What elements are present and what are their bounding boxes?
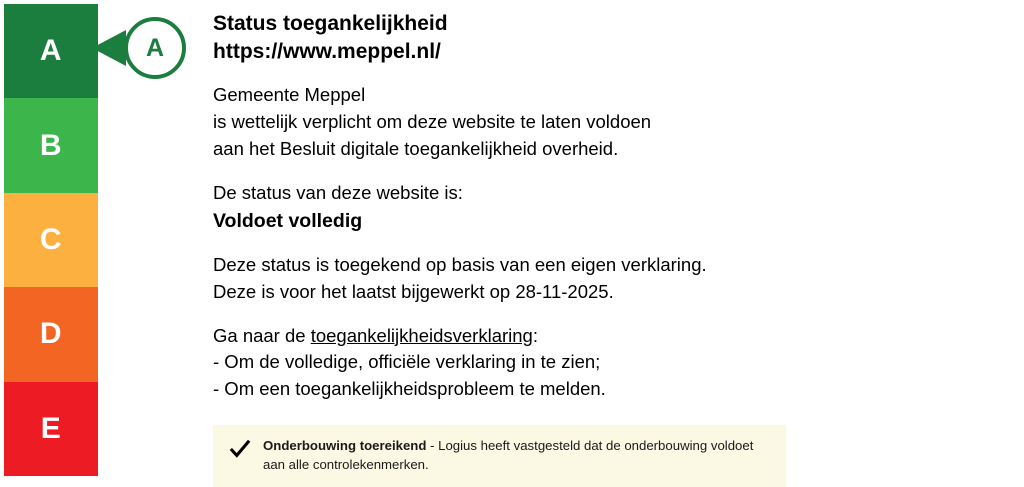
substantiation-note-text — [263, 437, 772, 474]
site-url: https://www.meppel.nl/ — [213, 39, 441, 63]
declaration-bullet-2: - Om een toegankelijkheidsprobleem te melden. — [213, 378, 606, 400]
basis-paragraph — [213, 252, 1003, 306]
status-paragraph — [213, 180, 1003, 235]
intro-line-1: Gemeente Meppel — [213, 84, 366, 106]
declaration-link-suffix: : — [532, 324, 538, 346]
ladder-rung-d-label: D — [39, 317, 63, 351]
substantiation-note — [213, 425, 786, 487]
intro-line-3: aan het Besluit digitale toegankelijkheid overheid. — [213, 138, 619, 160]
page-title-text: Status toegankelijkheid — [213, 12, 448, 35]
ladder-rung-c — [4, 193, 98, 287]
ladder-rung-d — [4, 287, 98, 381]
ladder-rung-a-label: A — [39, 34, 63, 68]
basis-line-2: Deze is voor het laatst bijgewerkt op 28-11-2025. — [213, 280, 614, 302]
status-badge — [124, 17, 186, 79]
check-icon — [229, 438, 251, 460]
ladder-rung-e — [4, 382, 98, 476]
status-label: De status van deze website is: — [213, 181, 463, 203]
ladder-rung-a — [4, 4, 98, 98]
status-ladder — [4, 4, 98, 476]
status-value: Voldoet volledig — [213, 209, 363, 232]
declaration-link-prefix: Ga naar de — [213, 324, 311, 346]
ladder-rung-c-label: C — [39, 223, 63, 257]
substantiation-note-body: - Logius heeft vastgesteld dat de onderbouwing voldoet aan alle controlekenmerken. — [263, 438, 754, 472]
page-title — [213, 10, 1003, 65]
declaration-paragraph — [213, 323, 1003, 403]
current-status-pointer — [92, 10, 192, 88]
intro-line-2: is wettelijk verplicht om deze website te laten voldoen — [213, 111, 652, 133]
status-badge-label: A — [145, 33, 165, 62]
pointer-arrow-icon — [92, 30, 126, 66]
ladder-rung-b — [4, 98, 98, 192]
ladder-rung-b-label: B — [39, 128, 63, 162]
intro-paragraph — [213, 82, 1003, 162]
ladder-rung-e-label: E — [40, 411, 62, 445]
substantiation-note-title: Onderbouwing toereikend — [263, 438, 427, 454]
declaration-bullet-1: - Om de volledige, officiële verklaring in te zien; — [213, 351, 601, 373]
accessibility-declaration-link[interactable]: toegankelijkheidsverklaring — [310, 324, 533, 346]
status-content — [213, 10, 1003, 487]
basis-line-1: Deze status is toegekend op basis van een eigen verklaring. — [213, 253, 707, 275]
